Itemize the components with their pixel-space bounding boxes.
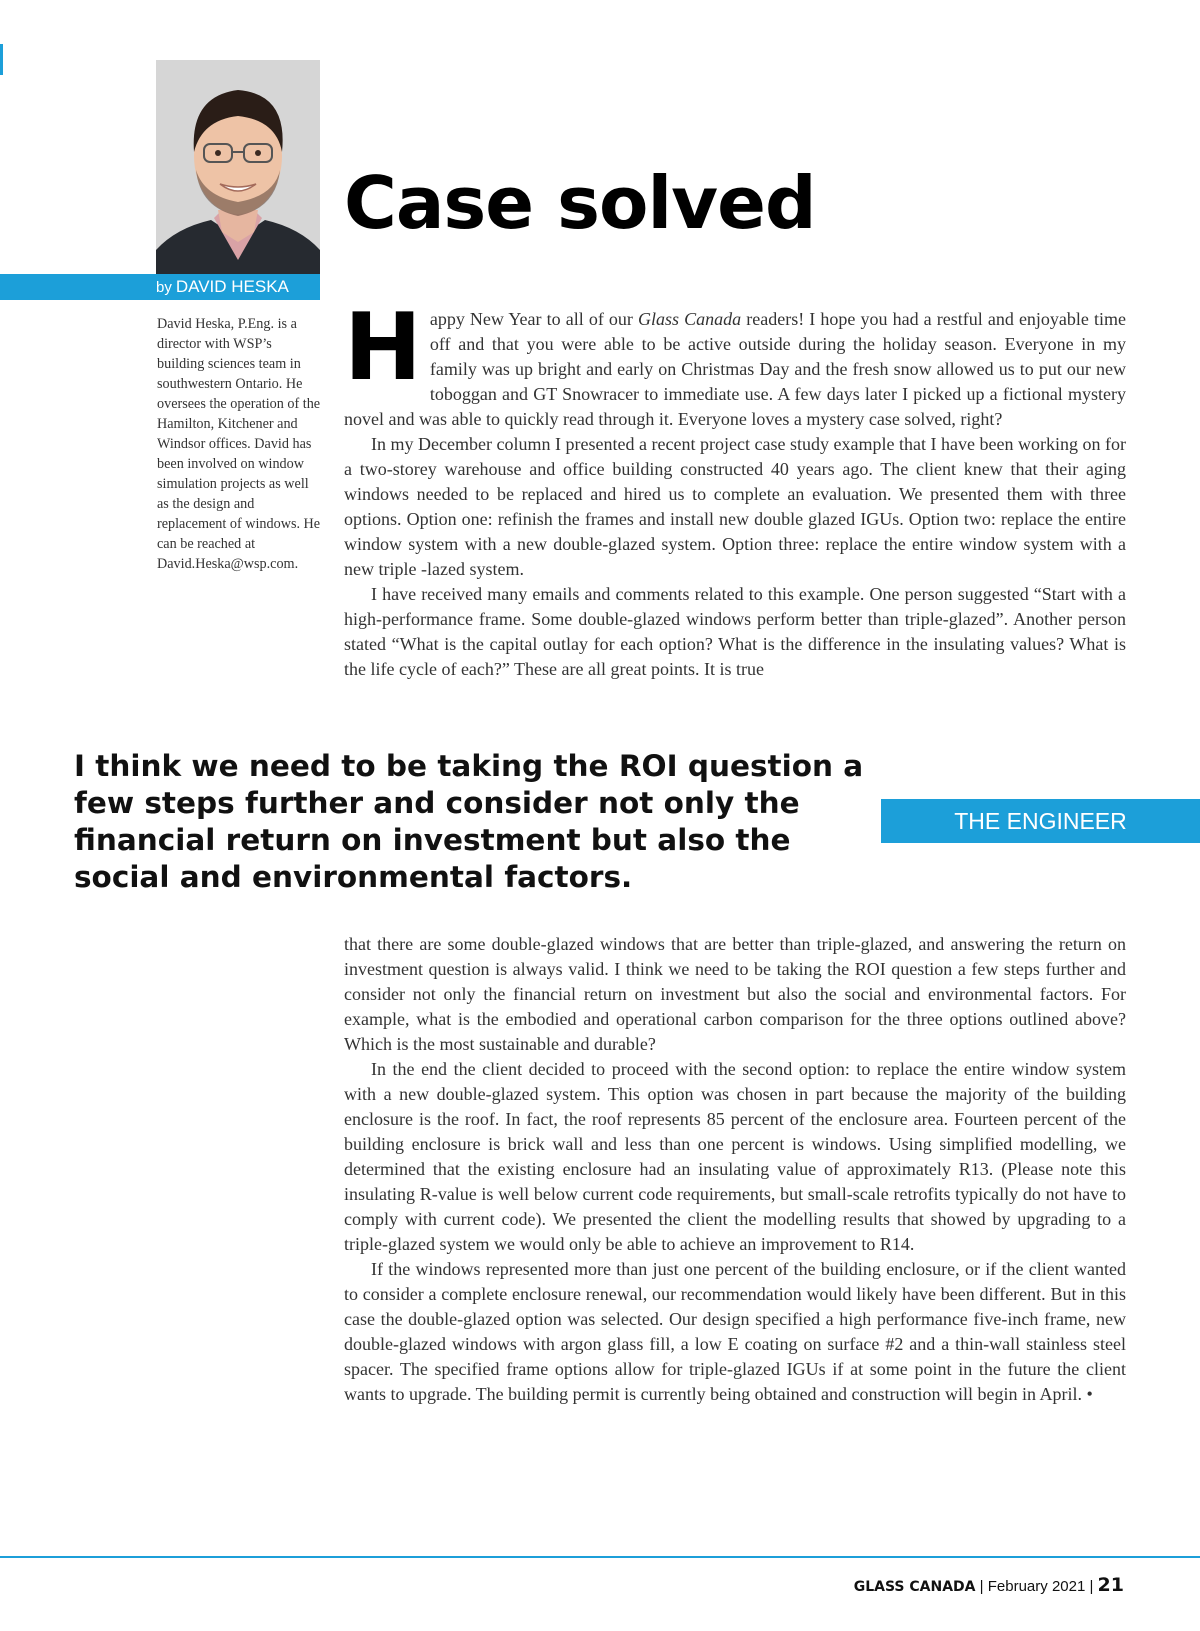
paragraph-4: In the end the client decided to proceed with the second option: to replace the entire window system with a new double-glazed system. This option was chosen in part because the majority of the building enclosure is the roof. In fact, the roof represents 85 percent of the enclosure area. Fourteen percent of the building enclosure is brick wall and less than one percent is windows. Using simplified modelling, we determined that the existing enclosure had an insulating value of approximately R13. (Please note this insulating R-value is well below current code requirements, but small-scale retrofits typically do not have to comply with current code). We presented the client the modelling results that showed by upgrading to a triple-glazed system we would only be able to achieve an improvement to R14. bbox=[344, 1059, 1126, 1254]
article-body-top bbox=[344, 293, 1127, 682]
byline-name: DAVID HESKA bbox=[175, 277, 289, 296]
paragraph-3-part-2: that there are some double-glazed windows that are better than triple-glazed, and answering the return on investment question is always valid. I think we need to be taking the ROI question a few steps further and consider not only the financial return on investment but also the social and environmental factors. For example, what is the embodied and operational carbon comparison for the three options outlined above? Which is the most sustainable and durable? bbox=[344, 934, 1126, 1054]
byline bbox=[156, 274, 289, 300]
author-bio: David Heska, P.Eng. is a director with WSP’s building sciences team in southwestern Ontario. He oversees the operation of the Hamilton, Kitchener and Windsor offices. David has been involved on window simulation projects as well as the design and replacement of windows. He can be reached at David.Heska@wsp.com. bbox=[157, 316, 321, 572]
publication-name: Glass Canada bbox=[638, 309, 742, 329]
paragraph-1: Happy New Year to all of our Glass Canada readers! I hope you had a restful and enjoyable time off and that you were able to be active outside during the holiday season. Everyone in my family was up bright and early on Christmas Day and the fresh snow allowed us to put our new toboggan and GT Snowracer to immediate use. A few days later I picked up a fictional mystery novel and was able to quickly read through it. Everyone loves a mystery case solved, right? bbox=[344, 293, 1127, 429]
page-footer: GLASS CANADA | February 2021 | 21 bbox=[853, 1574, 1124, 1596]
author-photo bbox=[156, 60, 320, 274]
byline-prefix: by bbox=[156, 279, 172, 296]
footer-date: February 2021 bbox=[987, 1578, 1086, 1595]
edge-accent-mark bbox=[0, 44, 3, 75]
article-title: Case solved bbox=[344, 161, 816, 245]
footer-magazine: GLASS CANADA bbox=[853, 1579, 976, 1595]
paragraph-3-part-1: I have received many emails and comments related to this example. One person suggested “Start with a high-performance frame. Some double-glazed windows perform better than triple-glazed”. Another person stated “What is the capital outlay for each option? What is the difference in the insulating values? What is the life cycle of each?” These are all great points. It is true bbox=[344, 584, 1126, 679]
paragraph-5: If the windows represented more than just one percent of the building enclosure, or if the client wanted to consider a complete enclosure renewal, our recommendation would likely have been different. But in this case the double-glazed option was selected. Our design specified a high performance five-inch frame, new double-glazed windows with argon glass fill, a low E coating on surface #2 and a thin-wall stainless steel spacer. The specified frame options allow for triple-glazed IGUs if at some point in the future the client wants to upgrade. The building permit is currently being obtained and construction will begin in April. • bbox=[344, 1259, 1126, 1404]
footer-rule bbox=[0, 1556, 1200, 1558]
pull-quote: I think we need to be taking the ROI question a few steps further and consider not only the financial return on investment but also the social and environmental factors. bbox=[74, 749, 864, 894]
drop-cap: H bbox=[344, 293, 422, 401]
article-body-bottom bbox=[344, 932, 1126, 1407]
section-banner: THE ENGINEER bbox=[881, 799, 1200, 843]
paragraph-2: In my December column I presented a recent project case study example that I have been working on for a two-storey warehouse and office building constructed 40 years ago. The client knew that their aging windows needed to be replaced and hired us to complete an evaluation. We presented them with three options. Option one: refinish the frames and install new double glazed IGUs. Option two: replace the entire window system with a new double-glazed system. Option three: replace the entire window system with a new triple -lazed system. bbox=[344, 434, 1126, 579]
page-number: 21 bbox=[1097, 1574, 1124, 1596]
